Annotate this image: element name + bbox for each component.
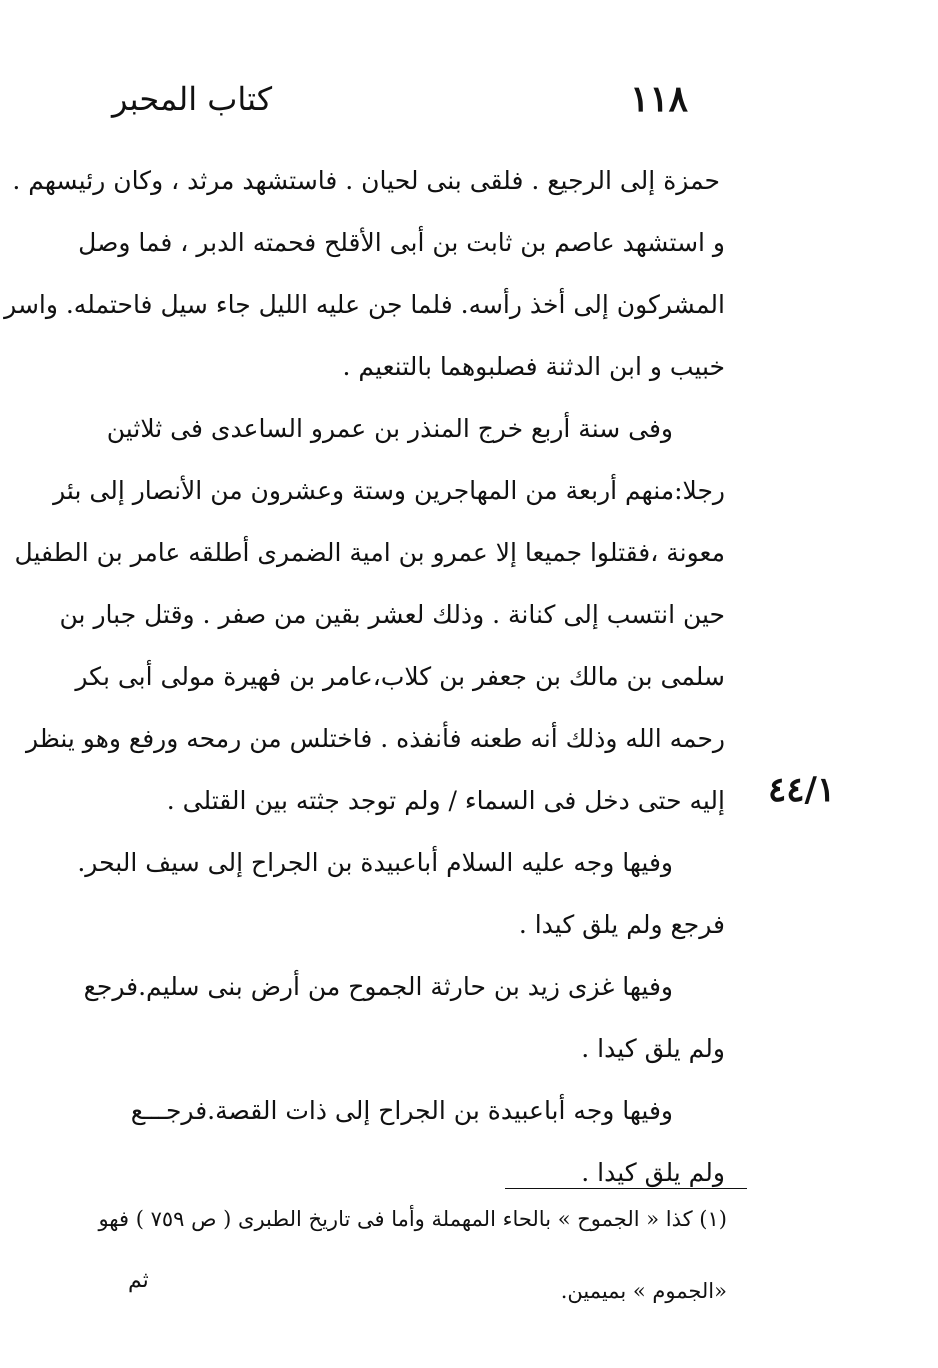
text-line: خبيب و ابن الدثنة فصلبوهما بالتنعيم . xyxy=(342,352,725,381)
page-number: ١١٨ xyxy=(630,78,689,120)
text-line: رحمه الله وذلك أنه طعنه فأنفذه . فاختلس من رمحه ورفع وهو ينظر xyxy=(26,724,725,753)
footnote-divider xyxy=(505,1188,747,1189)
text-line: إليه حتى دخل فى السماء / ولم توجد جثته بين القتلى . xyxy=(166,786,725,815)
text-line: وفى سنة أربع خرج المنذر بن عمرو الساعدى فى ثلاثين xyxy=(106,414,673,443)
body-text xyxy=(4,150,725,1204)
text-line: رجلا:منهم أربعة من المهاجرين وستة وعشرون من الأنصار إلى بئر xyxy=(53,476,725,505)
text-line: وفيها وجه عليه السلام أباعبيدة بن الجراح إلى سيف البحر. xyxy=(77,848,673,877)
text-line: المشركون إلى أخذ رأسه. فلما جن عليه الليل جاء سيل فاحتمله. واسر xyxy=(4,290,725,319)
text-line: سلمى بن مالك بن جعفر بن كلاب،عامر بن فهيرة مولى أبى بكر xyxy=(75,662,725,691)
text-line: حمزة إلى الرجيع . فلقى بنى لحيان . فاستشهد مرثد ، وكان رئيسهم . xyxy=(12,166,720,195)
text-line: حين انتسب إلى كنانة . وذلك لعشر بقين من صفر . وقتل جبار بن xyxy=(59,600,725,629)
text-line: و استشهد عاصم بن ثابت بن أبى الأقلح فحمته الدبر ، فما وصل xyxy=(78,228,725,257)
running-title: كتاب المحبر xyxy=(112,80,273,118)
text-line: فرجع ولم يلق كيدا . xyxy=(518,910,725,939)
text-line: معونة ،فقتلوا جميعا إلا عمرو بن امية الضمرى أطلقه عامر بن الطفيل xyxy=(14,538,725,567)
text-line: وفيها غزى زيد بن حارثة الجموح من أرض بنى سليم.فرجع xyxy=(83,972,673,1001)
text-line: ولم يلق كيدا . xyxy=(581,1158,725,1187)
footnote-line: «الجموم » بميمين. xyxy=(560,1279,727,1303)
handwritten-margin-mark: ثم xyxy=(128,1268,149,1293)
footnote-line: (١) كذا « الجموح » بالحاء المهملة وأما فى تاريخ الطبرى ( ص ٧٥٩ ) فهو xyxy=(98,1207,727,1231)
text-line: ولم يلق كيدا . xyxy=(581,1034,725,1063)
margin-folio-note: ٤٤/١ xyxy=(768,770,836,810)
text-line: وفيها وجه أباعبيدة بن الجراح إلى ذات القصة.فرجـــع xyxy=(130,1096,673,1125)
footnotes xyxy=(95,1200,727,1310)
page-header xyxy=(100,78,725,128)
